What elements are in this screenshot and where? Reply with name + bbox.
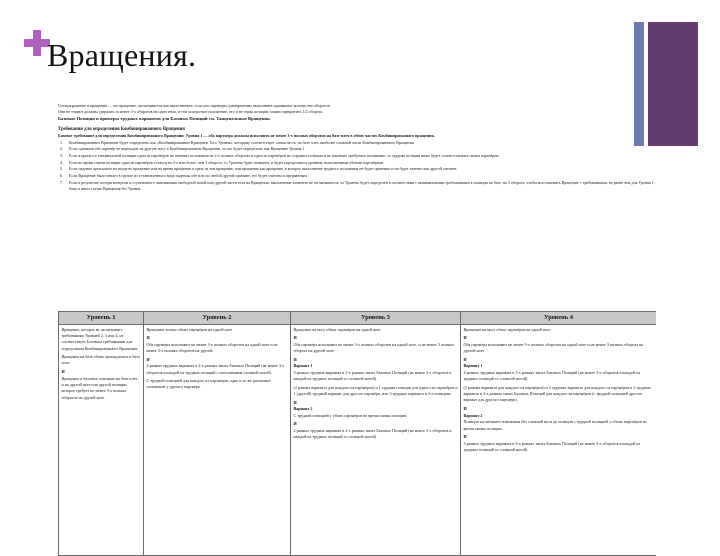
- section-subheader: Базовое требование для определения Комбинированного Вращения: Уровня 1 — оба партнера должны исполнить не менее 3-х полных оборотов на базе плеч в обеих частях Комбинированного вращения.: [58, 133, 435, 139]
- list-item: [58, 166, 656, 172]
- list-item: [58, 140, 656, 146]
- cell-para: Вращение на ногу обеих партнёров на одной ноге: [293, 326, 381, 332]
- list-item: [58, 160, 656, 166]
- cell-conjunction: И: [463, 434, 467, 440]
- cell-variant-label: Вариант 2: [293, 406, 313, 412]
- cell-variant-label: Вариант 2: [463, 412, 483, 418]
- lead-line: Базовые Позиции и примеры трудных вариантов для Базовых Позиций см. Танцевальные Вращения.: [58, 115, 271, 121]
- cell-para: 2 разных трудных варианта в 2-х разных типах Базовых Позиций (не менее 3-х оборотов в каждой из трудных позиций с исполнением сложной ногой).: [146, 363, 285, 375]
- list-item-number: 3.: [60, 152, 63, 158]
- cell-para: Вращение в базовых позициях на базе плеч и на другой ноге или другой позиции, которое требует не менее 3-х полных оборотов на другой ноге.: [61, 375, 138, 400]
- cell-para: 2 разных трудных варианта в 2-х разных типах Базовых Позиций (не менее 3-х оборотов в каждой из трудных позиций со сложной ногой).: [293, 428, 452, 440]
- plus-icon-vertical: [33, 30, 41, 56]
- cell-para: 4 разных трудных варианта в 3-х разных типах Базовых Позиций (не менее 3-х оборотов в каждой из трудных позиций со сложной ногой).: [463, 369, 641, 382]
- list-item: [58, 173, 656, 179]
- cell-conjunction: И: [61, 368, 65, 374]
- cell-variant-label: Вариант 1: [463, 363, 483, 369]
- requirements-list: [58, 140, 656, 192]
- cell-para: Вращение на базе обоих принадлежит к базе ноги: [61, 354, 140, 366]
- cell-para: Вращение, которое не засчитывает требованиям Уровней 2, 3 или 4, не соответствует Базовым требованиям для определения Комбинированного Вращения.: [61, 326, 139, 351]
- cell-para: Оба партнёра исполняют не менее 3-х полных оборотов на одной ноге и не менее 3 полных оборота на другой ноге: [463, 341, 644, 354]
- slide-title: Вращения.: [47, 37, 197, 73]
- cell-conjunction: И: [293, 356, 297, 362]
- cell-conjunction: И: [463, 405, 467, 411]
- list-item-number: 1.: [60, 139, 63, 145]
- intro-line-2: Они не теряют должны удержать за менее 3-х оборотов на один темп, и тем за короткое положение, что и не теряя позиции, можно прекратить 1/2 оборота.: [58, 109, 324, 115]
- list-item-number: 7.: [60, 179, 63, 185]
- cell-conjunction: И: [146, 335, 150, 341]
- list-item-text: Если Вращение было начато в группе из установленного вида падения, обе или по любой другой причине, его будет считаться прерванным.: [69, 173, 308, 178]
- intro-line-1: Головокружение и вращения — это вращение, засчитывается как выполненное, если оно партнеры одновременно выполняют одинаковое количество оборотов.: [58, 103, 331, 108]
- cell-variant-label: Вариант 1: [293, 363, 313, 369]
- cell-conjunction: И: [293, 399, 297, 405]
- list-item-text: Если во время смены позиции один из партнёров остался на 2-х или более, чем 3 оборота, то Уровень будет понижен, и будет определяться уровнем, выполненным обоими партнёрами.: [69, 159, 385, 165]
- cell-conjunction: И: [293, 335, 297, 341]
- section-header: Требования для определения Комбинированного Вращения: [58, 126, 185, 132]
- cell-level-1: [59, 324, 144, 555]
- table-header-row: [59, 312, 657, 325]
- levels-table: [58, 311, 656, 556]
- cell-conjunction: И: [463, 356, 467, 362]
- list-item-text: Если в процессе танцевальной позиции один из партнёров не изменил положения на 2-х полных оборотах и один из партнёров не сохранил позиции и не закончил требуемое положение, то трудная позиция ниже будет соответствовать своим партнёрам.: [69, 152, 500, 158]
- list-item: [58, 180, 656, 192]
- column-header-level-4: Уровень 4: [461, 312, 657, 325]
- cell-para: (2 разных варианта для каждого из партнёров) и 1 трудная позиция для одного из партнёров и 1 (другой) трудный вариант для другого партнёра, или 3 трудных варианта в 2-х позициях.: [293, 384, 458, 397]
- list-item: [58, 146, 656, 152]
- list-item-number: 2.: [60, 146, 63, 152]
- body-text-block: [58, 103, 656, 192]
- list-item-number: 6.: [60, 173, 63, 178]
- cell-para: С трудной позицией у обоих партнёров во время смены позиции.: [293, 412, 408, 418]
- column-header-level-3: Уровень 3: [291, 312, 461, 325]
- column-header-level-2: Уровень 2: [144, 312, 291, 325]
- cell-para: С трудной позицией для каждого из партнёров; одно и то же различное положение у другого партнёра.: [146, 378, 271, 390]
- cell-para: Оба партнёра исполняют не менее 3-х полных оборотов на одной ноге, и не менее 3 полных оборота на другой ноге: [293, 341, 455, 354]
- cell-level-3: [291, 324, 461, 555]
- cell-conjunction: И: [146, 356, 150, 362]
- levels-table-wrapper: [58, 311, 656, 556]
- cell-para: 3 разных трудных варианта в 3-х разных типах Базовых Позиций (не менее 3-х оборотов в каждой из трудных позиций со сложной ногой).: [293, 369, 452, 382]
- list-item-text: Если в результате потери контроля и ступенчатого заваливания свободной ногой или другой части тела на Вращении, выполнение элемента не засчитывается, то Уровень будет определён в соответствии с минимальными требованиями к позиции на базе, на 3 оборота, чтобы восстановить Вращение с требованиями, не ранее чем для Уровня 1; базы в ином случае Вращения без Уровня.: [69, 179, 655, 191]
- list-item: [58, 153, 656, 159]
- table-row: [59, 324, 657, 555]
- cell-para: Позиция засчитывает изменения без сложной ноги до позиции с трудной позицией у обоих партнёров во время смены позиции.: [463, 419, 647, 431]
- list-item-text: Комбинированное Вращение будет определено как «Комбинированное Вращение Того Уровня», которому соответствует самая часть, на базе плеч наиболее сложной части Комбинированного Вращения.: [69, 139, 415, 145]
- cell-para: (2 разных варианта для каждого из партнёров) и 2 трудных варианта для каждого из партнёров и 2 трудных варианта в 2-х разных типах Базовых Позиций для каждого из партнёров (с трудной позицией другого вариант для другого партнёра).: [463, 384, 652, 403]
- list-item-number: 4.: [60, 159, 63, 165]
- cell-level-2: [144, 324, 291, 555]
- cell-conjunction: И: [463, 335, 467, 341]
- list-item-number: 5.: [60, 166, 63, 172]
- cell-para: Вращение на ногу обеих партнёров на одной ноге: [463, 326, 551, 332]
- cell-conjunction: И: [293, 421, 297, 427]
- column-header-level-1: Уровень 1: [59, 312, 144, 325]
- list-item-text: Если одинаков обе партнёр не переходит на другую ногу в Комбинированном Вращении, то это будет определено как Вращение Уровня 1.: [69, 146, 306, 152]
- list-item-text: Если падение произошло на входе во вращение или во время вращения и сразу за тем вращение, или вращение как вращение, в которое выполнение трудного положения не будет признано и не будет зачтено как другой элемент.: [69, 166, 458, 172]
- cell-para: Оба партнёра исполняют не менее 3-х полных оборотов на одной ноге и не менее 3-х полных оборотов на другой.: [146, 341, 278, 354]
- cell-para: 3 разных трудных варианта в 3-х разных типах Базовых Позиций (не менее 3-х оборотов в каждой из трудных позиций со сложной ногой).: [463, 440, 641, 453]
- cell-level-4: [461, 324, 657, 555]
- cell-para: Вращение только обоих партнёров на одной ноге: [146, 326, 233, 332]
